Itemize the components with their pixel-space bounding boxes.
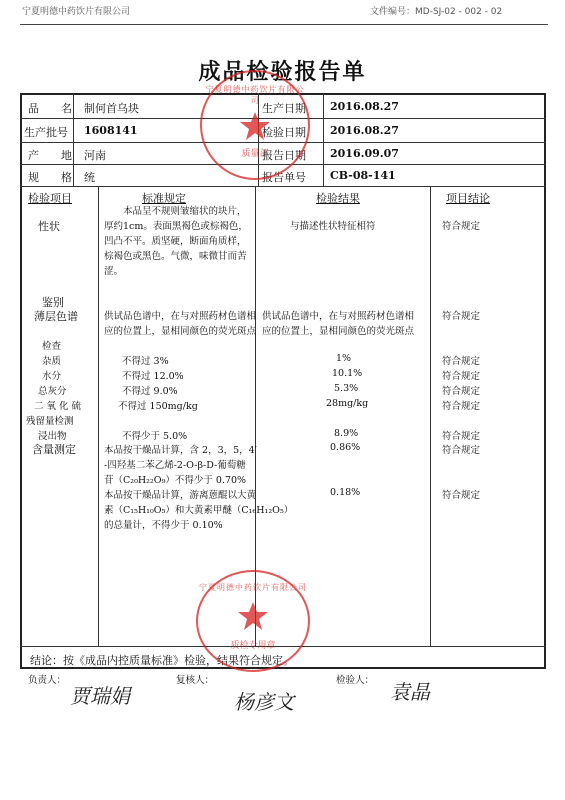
divider (98, 186, 99, 646)
assay1-standard-line3: 苷（C₂₀H₂₂O₉）不得少于 0.70% (104, 475, 247, 486)
inspector-label: 检验人： (336, 675, 375, 686)
origin-label: 产 地 (28, 149, 72, 162)
product-name-label: 品 名 (28, 102, 72, 115)
so2-standard: 不得过 150mg/kg (118, 401, 198, 412)
water-result: 10.1% (332, 368, 363, 379)
responsible-label: 负责人： (28, 675, 67, 686)
impurity-item: 杂质 (42, 356, 62, 367)
column-header-conclusion: 项目结论 (446, 192, 490, 205)
assay2-standard-line2: 素（C₁₅H₁₀O₅）和大黄素甲醚（C₁₆H₁₂O₅） (104, 505, 294, 516)
stamp-bottom-bottom-text: 质检专用章 (230, 641, 276, 651)
character-standard: 本品呈不规则皱缩状的块片，厚约1cm。表面黑褐色或棕褐色，凹凸不平。质坚硬，断面角质样，棕褐色或黑色。气微，味微甘而苦涩。 (104, 206, 248, 277)
tlc-conclusion: 符合规定 (442, 311, 481, 322)
extract-conclusion: 符合规定 (442, 431, 481, 442)
assay1-standard-line2: -四羟基二苯乙烯-2-O-β-D-葡萄糖 (104, 460, 246, 471)
tlc-standard-line1: 供试品色谱中，在与对照药材色谱相 (104, 311, 257, 322)
assay1-standard-line1: 本品按干燥品计算，含 2，3，5，4′ (104, 445, 257, 456)
inspection-date: 2016.08.27 (330, 124, 399, 137)
assay2-conclusion: 符合规定 (442, 490, 481, 501)
stamp-bottom-text: 宁夏明德中药饮片有限公司 (199, 583, 307, 592)
so2-item-line1: 二 氧 化 硫 (34, 401, 82, 412)
character-result: 与描述性状特征相符 (290, 221, 376, 232)
ash-standard: 不得过 9.0% (122, 386, 178, 397)
extract-standard: 不得少于 5.0% (122, 431, 188, 442)
report-date: 2016.09.07 (330, 147, 399, 160)
character-item: 性状 (38, 220, 60, 233)
assay1-result: 0.86% (330, 442, 361, 453)
column-header-result: 检验结果 (316, 192, 360, 205)
spec: 统 (84, 171, 95, 184)
conclusion-text: 结论：按《成品内控质量标准》检验，结果符合规定。 (30, 654, 294, 667)
assay2-standard-line1: 本品按干燥品计算，游离蒽醌以大黄 (104, 490, 257, 501)
identification-item: 鉴别 (42, 296, 64, 309)
origin: 河南 (84, 149, 106, 162)
spec-label: 规 格 (28, 171, 72, 184)
ash-conclusion: 符合规定 (442, 386, 481, 397)
divider (323, 93, 324, 186)
report-date-label: 报告日期 (262, 149, 306, 162)
ash-result: 5.3% (334, 383, 359, 394)
so2-item-line2: 残留量检测 (26, 416, 74, 427)
ash-item: 总灰分 (38, 386, 67, 397)
report-number: CB-08-141 (330, 169, 396, 182)
extract-result: 8.9% (334, 428, 359, 439)
header-rule (20, 24, 548, 25)
tlc-standard-line2: 应的位置上，显相同颜色的荧光斑点 (104, 326, 257, 337)
batch-label: 生产批号 (24, 126, 68, 139)
assay2-standard-line3: 的总量计，不得少于 0.10% (104, 520, 223, 531)
divider (73, 93, 74, 186)
tlc-item: 薄层色谱 (34, 310, 78, 323)
production-date-label: 生产日期 (262, 102, 306, 115)
impurity-result: 1% (336, 353, 352, 364)
water-standard: 不得过 12.0% (122, 371, 184, 382)
batch-number: 1608141 (84, 124, 138, 137)
responsible-signature: 贾瑞娟 (70, 684, 130, 708)
assay2-result: 0.18% (330, 487, 361, 498)
stamp-top-text: 宁夏明德中药饮片有限公司 (205, 85, 305, 105)
report-title: 成品检验报告单 (198, 59, 367, 85)
so2-result: 28mg/kg (326, 398, 369, 409)
quality-department-stamp (200, 70, 310, 180)
company-header: 宁夏明德中药饮片有限公司 (22, 7, 131, 17)
qc-seal-stamp (196, 570, 310, 672)
product-name: 制何首乌块 (84, 102, 139, 115)
report-number-label: 报告单号 (262, 171, 306, 184)
column-header-item: 检验项目 (28, 192, 72, 205)
assay-item: 含量测定 (32, 443, 76, 456)
column-header-standard: 标准规定 (142, 192, 186, 205)
character-conclusion: 符合规定 (442, 221, 481, 232)
so2-conclusion: 符合规定 (442, 401, 481, 412)
stamp-top-bottom-text: 质量部 (241, 149, 269, 159)
production-date: 2016.08.27 (330, 100, 399, 113)
tlc-result-line1: 供试品色谱中，在与对照药材色谱相 (262, 311, 415, 322)
water-conclusion: 符合规定 (442, 371, 481, 382)
inspection-date-label: 检验日期 (262, 126, 306, 139)
document-number: 文件编号：MD-SJ-02 - 002 - 02 (370, 7, 503, 17)
extract-item: 浸出物 (38, 431, 67, 442)
divider (430, 186, 431, 646)
impurity-standard: 不得过 3% (122, 356, 169, 367)
tlc-result-line2: 应的位置上，显相同颜色的荧光斑点 (262, 326, 415, 337)
water-item: 水分 (42, 371, 62, 382)
impurity-conclusion: 符合规定 (442, 356, 481, 367)
assay1-conclusion: 符合规定 (442, 445, 481, 456)
reviewer-signature: 杨彦文 (234, 690, 294, 714)
reviewer-label: 复核人： (176, 675, 215, 686)
check-item: 检查 (42, 341, 62, 352)
inspector-signature: 袁晶 (390, 680, 430, 704)
